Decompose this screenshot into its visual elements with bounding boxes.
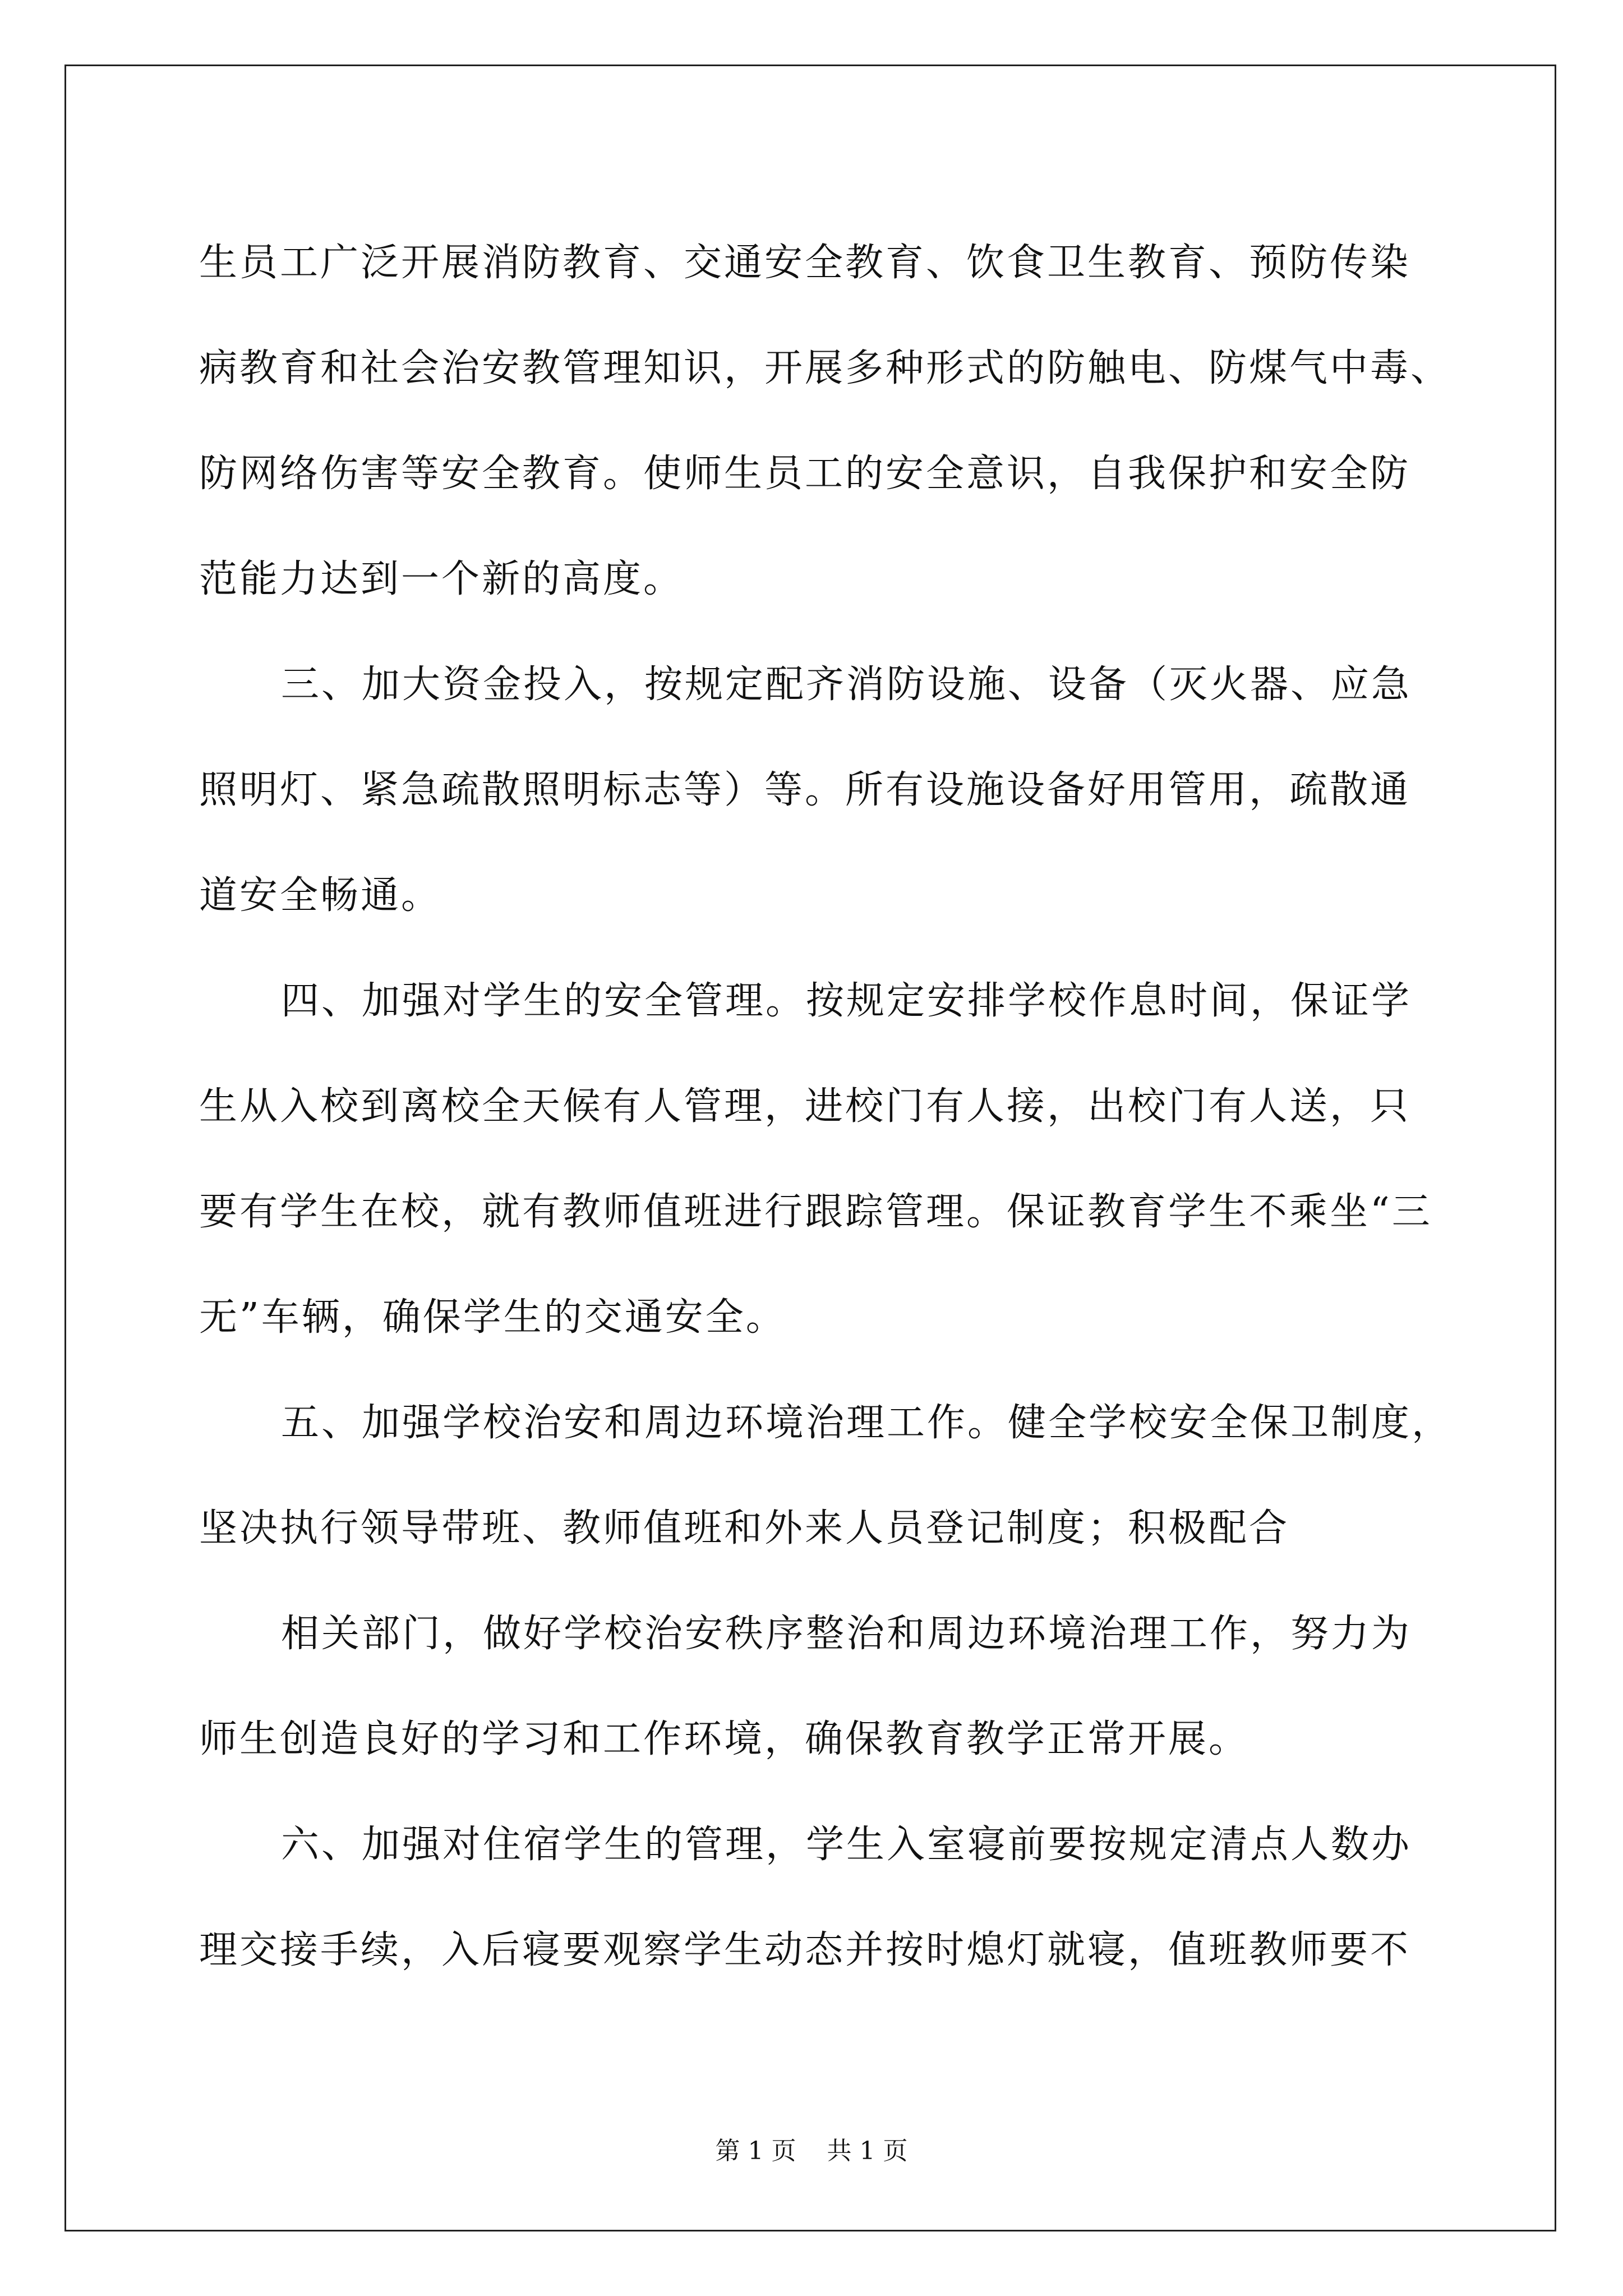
document-body xyxy=(199,210,1453,2003)
text-line: 生从入校到离校全天候有人管理，进校门有人接，出校门有人送，只 xyxy=(199,1084,1411,1129)
text-line: 要有学生在校，就有教师值班进行跟踪管理。保证教育学生不乘坐“三 xyxy=(199,1190,1432,1234)
page-number-current: 第 1 页 xyxy=(715,2137,796,2165)
paragraph-start-line: 相关部门，做好学校治安秩序整治和周边环境治理工作，努力为 xyxy=(281,1612,1412,1656)
text-line: 防网络伤害等安全教育。使师生员工的安全意识，自我保护和安全防 xyxy=(199,452,1411,496)
page-number-total: 共 1 页 xyxy=(827,2137,908,2165)
paragraph-start-line: 四、加强对学生的安全管理。按规定安排学校作息时间，保证学 xyxy=(281,979,1412,1023)
text-line: 师生创造良好的学习和工作环境，确保教育教学正常开展。 xyxy=(199,1717,1249,1761)
text-line: 理交接手续，入后寝要观察学生动态并按时熄灯就寝，值班教师要不 xyxy=(199,1928,1411,1972)
text-line: 病教育和社会治安教管理知识，开展多种形式的防触电、防煤气中毒、 xyxy=(199,346,1451,390)
text-line: 范能力达到一个新的高度。 xyxy=(199,557,684,601)
text-line: 照明灯、紧急疏散照明标志等）等。所有设施设备好用管用，疏散通 xyxy=(199,768,1411,812)
paragraph-start-line: 六、加强对住宿学生的管理，学生入室寝前要按规定清点人数办 xyxy=(281,1823,1412,1867)
paragraph-start-line: 三、加大资金投入，按规定配齐消防设施、设备（灭火器、应急 xyxy=(281,662,1412,707)
text-line: 无”车辆，确保学生的交通安全。 xyxy=(199,1295,786,1340)
paragraph-start-line: 五、加强学校治安和周边环境治理工作。健全学校安全保卫制度， xyxy=(281,1401,1453,1445)
text-line: 生员工广泛开展消防教育、交通安全教育、饮食卫生教育、预防传染 xyxy=(199,241,1411,285)
page-footer xyxy=(0,2134,1623,2168)
text-line: 坚决执行领导带班、教师值班和外来人员登记制度；积极配合 xyxy=(199,1506,1290,1550)
text-line: 道安全畅通。 xyxy=(199,873,442,918)
